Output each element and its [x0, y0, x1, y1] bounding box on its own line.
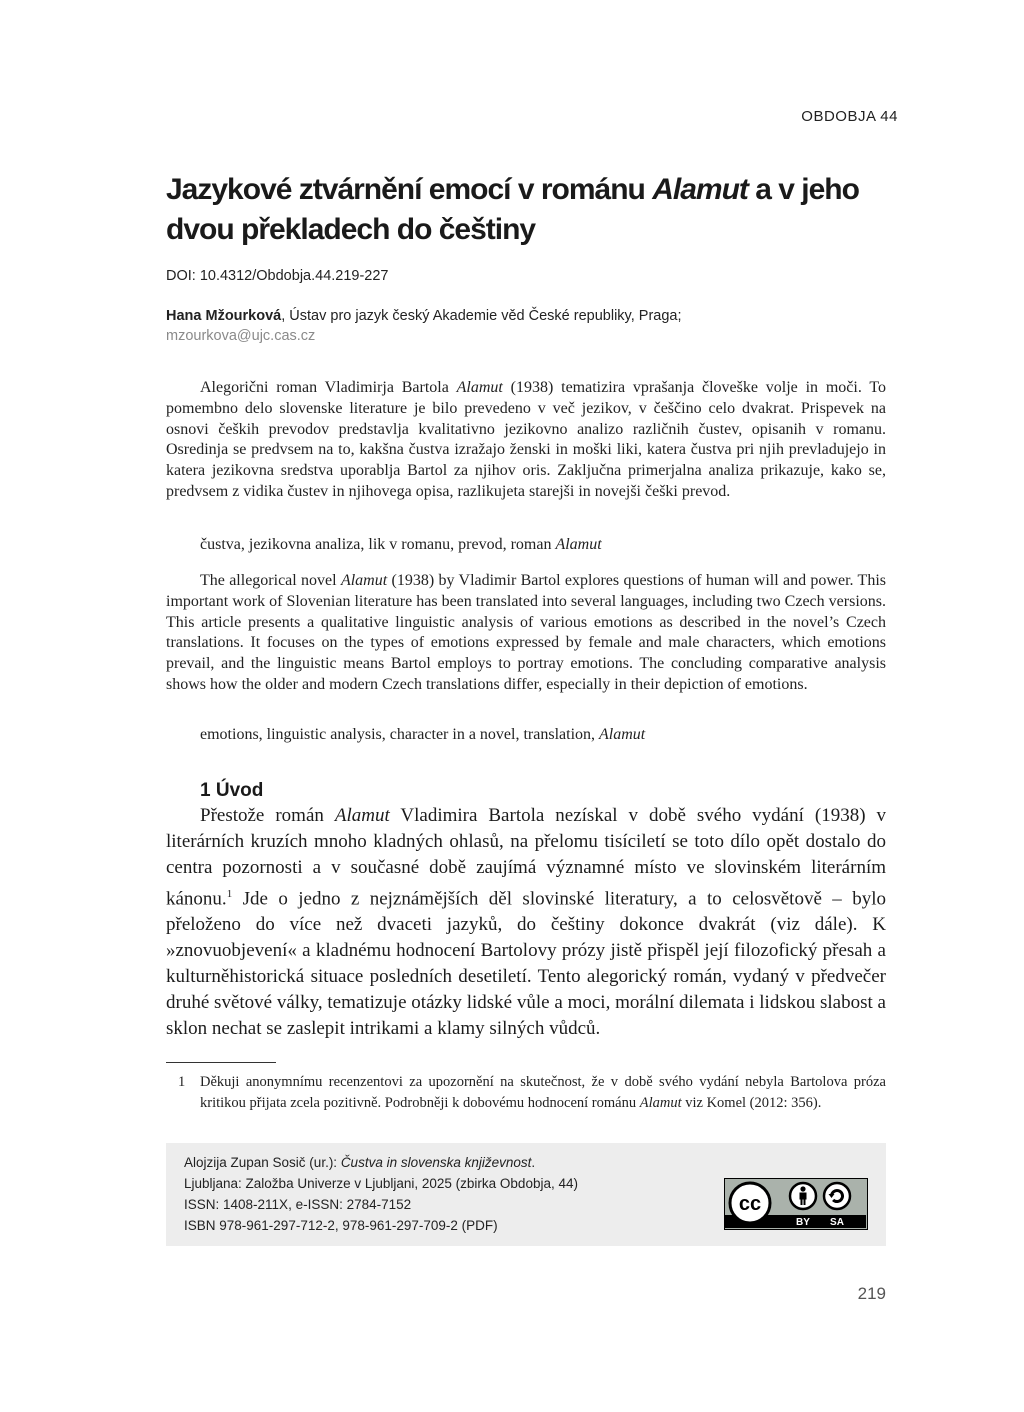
attribution-icon: [790, 1183, 816, 1209]
publication-editor-line: Alojzija Zupan Sosič (ur.): Čustva in slovenska književnost.: [184, 1155, 536, 1170]
footnote-divider: [166, 1062, 276, 1063]
article-title: Jazykové ztvárnění emocí v románu Alamut a v jeho dvou překladech do češtiny: [166, 173, 859, 246]
publication-issn: ISSN: 1408-211X, e-ISSN: 2784-7152: [184, 1197, 412, 1212]
publication-info-box: [166, 1143, 886, 1246]
footnote: 1 Děkuji anonymnímu recenzentovi za upozornění na skutečnost, že v době svého vydání nebyla Bartolova próza kritikou přijata zcela pozitivně. Podrobněji k dobovému hodnocení románu Alamut viz Komel (2012: 356).: [178, 1074, 886, 1111]
cc-icon: [730, 1183, 770, 1223]
abstract-slovenian: Alegorični roman Vladimirja Bartola Alamut (1938) tematizira vprašanja človeške volje in moči. To pomembno delo slovenske literature je bilo prevedeno v več jezikov, v češčino celo dvakrat. Prispevek na osnovi čeških prevodov predstavlja kvalitativno jezikovno analizo različnih čustev, opisanih v romanu. Osredinja se predvsem na to, kakšna čustva izražajo ženski in moški liki, katera čustva pri njih prevladujejo in katera jezikovna sredstva uporablja Bartol za njihov oris. Zaključna primerjalna analiza prikazuje, kako se, predvsem z vidika čustev in njihovega opisa, razlikujeta starejši in novejši češki prevod.: [166, 379, 886, 500]
license-sa-label: SA: [830, 1217, 844, 1228]
footnote-number: 1: [178, 1074, 186, 1090]
keywords-english: emotions, linguistic analysis, character in a novel, translation, Alamut: [200, 726, 646, 743]
doi: DOI: 10.4312/Obdobja.44.219-227: [166, 268, 389, 284]
svg-text:cc: cc: [738, 1193, 762, 1215]
cc-by-sa-license-badge[interactable]: [724, 1178, 868, 1230]
footnote-ref[interactable]: 1: [226, 888, 233, 900]
journal-header: OBDOBJA 44: [801, 108, 898, 125]
license-by-label: BY: [796, 1217, 810, 1228]
abstract-english: The allegorical novel Alamut (1938) by Vladimir Bartol explores questions of human will and power. This important work of Slovenian literature has been translated into several languages, including two Czech versions. This article presents a qualitative linguistic analysis of various emotions as described in the novel’s Czech translations. It focuses on the types of emotions expressed by female and male characters, which emotions prevail, and the linguistic means Bartol employs to portray emotions. The concluding comparative analysis shows how the older and modern Czech translations differ, especially in their depiction of emotions.: [166, 572, 887, 693]
publication-isbn: ISBN 978-961-297-712-2, 978-961-297-709-2 (PDF): [184, 1218, 498, 1233]
section-body: Přestože román Alamut Vladimira Bartola nezískal v době svého vydání (1938) v literárních kruzích mnoho kladných ohlasů, na přelomu tisíciletí se toto dílo opět dostalo do centra pozornosti a v současné době zaujímá významné místo ve slovinském literárním kánonu.$^1$ Jde o jedno z nejznámějších děl slovinské literatury, a to celosvětově – bylo přeloženo do více než dvaceti jazyků, do češtiny dokonce dvakrát (viz dále). K »znovuobjevení« a kladnému hodnocení Bartolovy prózy jistě přispěl její filozofický přesah a kulturněhistorická situace posledních desetiletí. Tento alegorický román, vydaný v předvečer druhé světové války, tematizuje otázky lidské vůle a moci, morální dilemata i lidskou slabost a sklon nechat se zaslepit intrikami a klamy silných vůdců.: [166, 805, 886, 1040]
share-alike-icon: [824, 1183, 850, 1209]
author-block: [166, 306, 886, 346]
publication-publisher: Ljubljana: Založba Univerze v Ljubljani, 2025 (zbirka Obdobja, 44): [184, 1176, 578, 1191]
author-affiliation: , Ústav pro jazyk český Akademie věd České republiky, Praga;: [281, 308, 682, 324]
page-number: 219: [857, 1284, 886, 1303]
author-email[interactable]: mzourkova@ujc.cas.cz: [166, 328, 316, 344]
keywords-slovenian: čustva, jezikovna analiza, lik v romanu, prevod, roman Alamut: [200, 536, 602, 553]
author-name: Hana Mžourková: [166, 308, 282, 324]
section-heading: 1 Úvod: [200, 780, 264, 801]
